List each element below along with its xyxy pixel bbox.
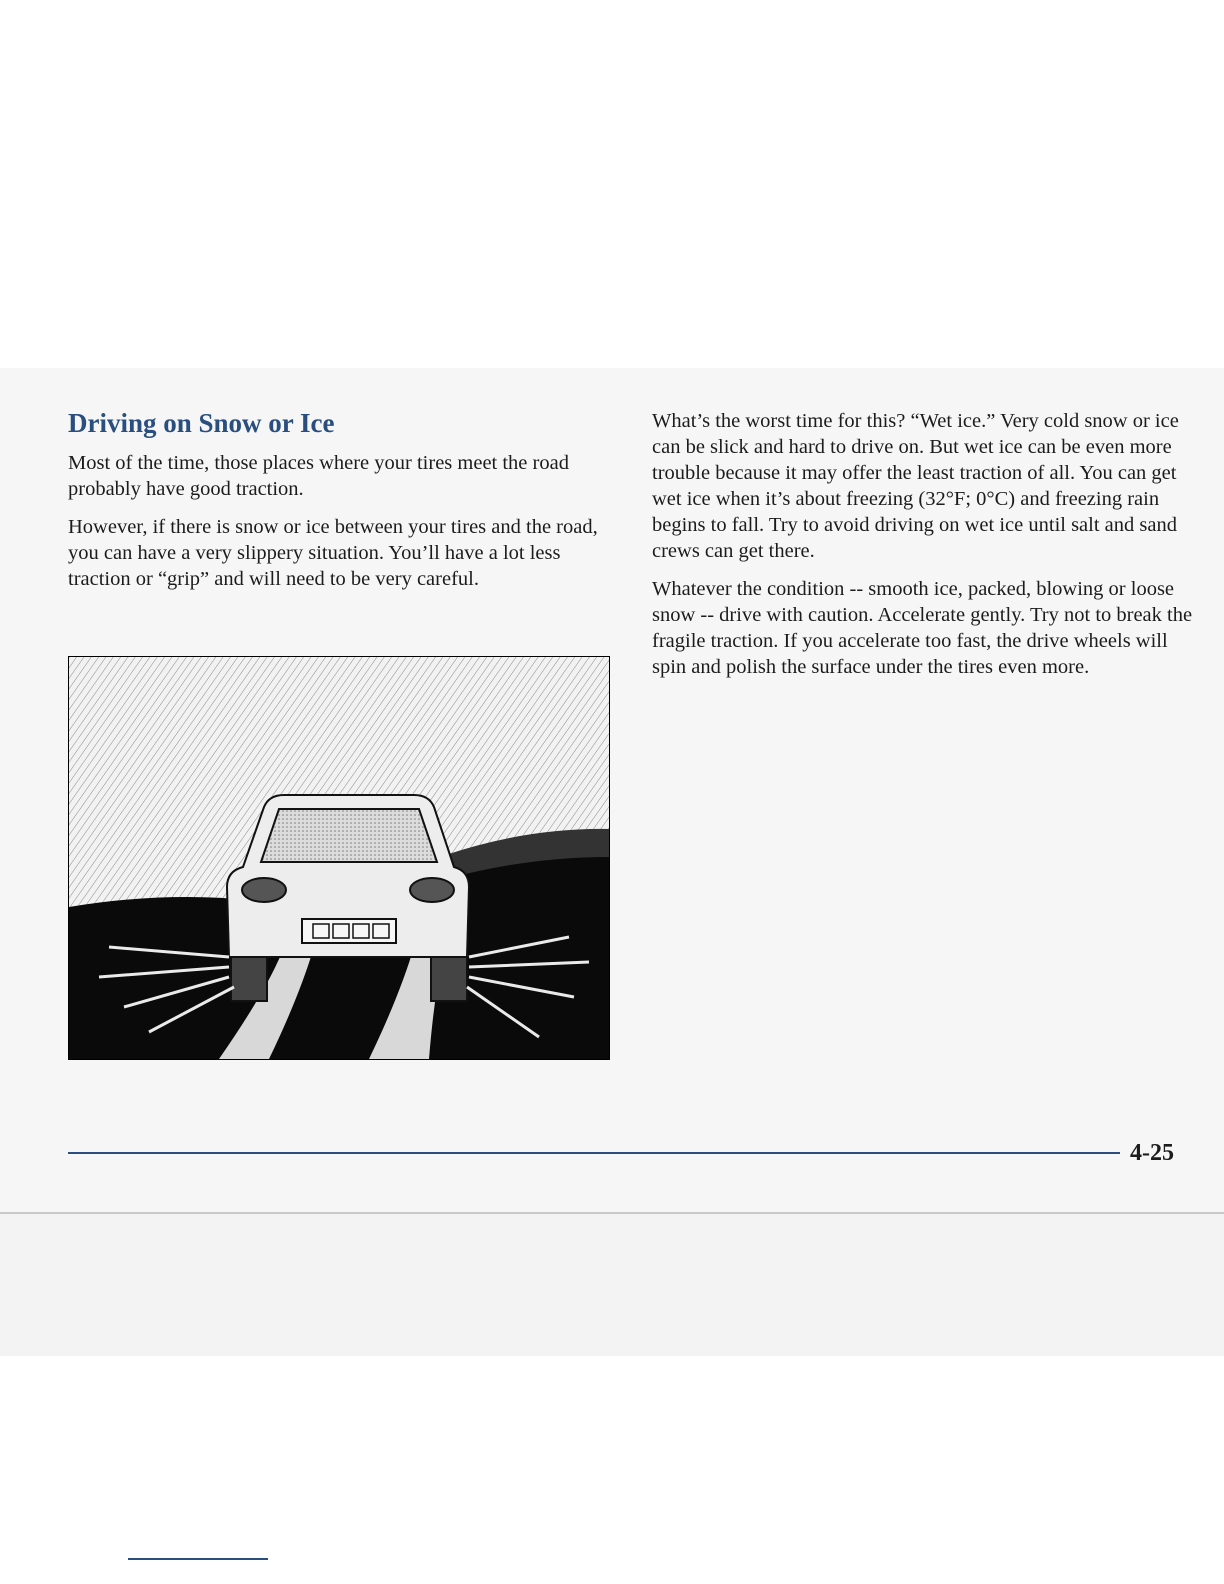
car-on-snow-drawing [69, 657, 609, 1059]
page-bottom-shade [0, 1212, 1224, 1356]
footer-mark [128, 1558, 268, 1560]
left-paragraph-2: However, if there is snow or ice between your tires and the road, you can have a very slippery situation. You’ll have a lot less traction or “grip” and will need to be very careful. [68, 516, 598, 590]
right-paragraph-2: Whatever the condition -- smooth ice, packed, blowing or loose snow -- drive with caution. Accelerate gently. Try not to break the fragile traction. If you accelerate too fast, the drive wheels will spin and polish the surface under the tires even more. [652, 578, 1193, 678]
section-heading: Driving on Snow or Ice [68, 408, 335, 438]
right-column [652, 408, 1198, 692]
right-paragraph-1: What’s the worst time for this? “Wet ice.” Very cold snow or ice can be slick and hard to drive on. But wet ice can be even more trouble because it may offer the least traction of all. You can get wet ice when it’s about freezing (32°F; 0°C) and freezing rain begins to fall. Try to avoid driving on wet ice until salt and sand crews can get there. [652, 410, 1179, 562]
footer-rule [68, 1152, 1120, 1154]
left-column [68, 406, 608, 604]
snow-driving-illustration [68, 656, 610, 1060]
page-number: 4-25 [1130, 1140, 1174, 1166]
left-paragraph-1: Most of the time, those places where your tires meet the road probably have good traction. [68, 452, 569, 500]
